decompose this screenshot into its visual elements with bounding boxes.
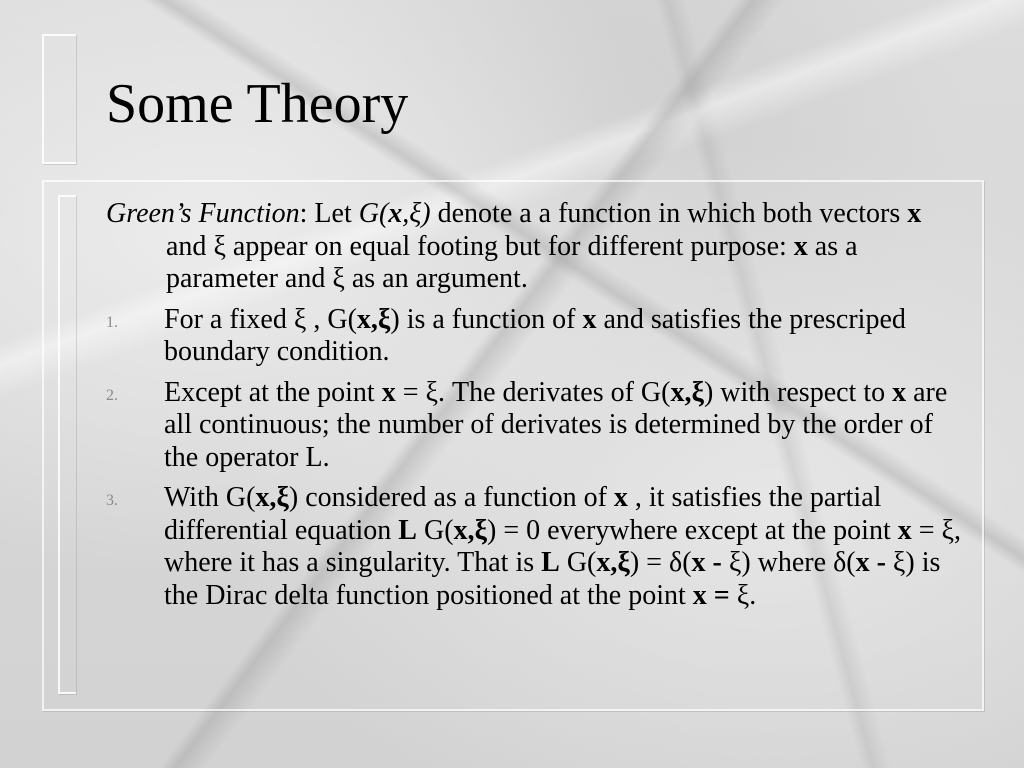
item-text: .	[749, 579, 757, 611]
vector-x-xi: x,ξ	[356, 303, 391, 335]
item-text: (	[846, 547, 856, 578]
item-text: G(	[559, 547, 597, 578]
symbol-xi: ξ	[736, 579, 750, 611]
vector-x: x	[793, 230, 808, 262]
slide-body	[106, 198, 966, 620]
list-number: 1.	[106, 313, 118, 331]
item-text: =	[395, 376, 426, 408]
list-number: 2.	[106, 386, 118, 404]
symbol-xi: ξ	[332, 263, 345, 294]
operator-l: L	[398, 514, 417, 546]
operator-l: L	[541, 547, 560, 578]
vector-x-xi: x,ξ	[596, 547, 630, 578]
vector-x: x	[381, 376, 396, 408]
vector-x: x	[907, 198, 922, 229]
list-item	[106, 304, 966, 369]
content-bracket-decoration	[58, 195, 76, 694]
symbol-delta: δ	[833, 547, 847, 578]
item-text: For a fixed	[164, 303, 294, 335]
list-item	[106, 377, 966, 475]
vector-x: x	[582, 303, 597, 335]
item-text: ) =	[629, 547, 669, 578]
symbol-xi: ξ	[425, 376, 438, 408]
item-text: ) with respect to	[703, 376, 893, 408]
vector-x-xi: x,ξ	[453, 514, 487, 546]
item-text: ) is a function of	[390, 303, 583, 335]
vector-x: x	[897, 514, 912, 546]
symbol-xi: ξ	[941, 514, 955, 546]
symbol-xi: ξ	[213, 230, 226, 262]
vector-x-minus: x -	[691, 547, 722, 578]
item-text: are all continuous; the number of derivates is determined by the order of the operator L.	[164, 376, 948, 473]
item-text: With G(	[164, 482, 256, 513]
intro-g-x: x	[388, 198, 403, 229]
vector-x: x	[892, 376, 907, 408]
vector-x: x	[613, 482, 628, 513]
item-text: ξ) where	[721, 547, 834, 578]
symbol-xi: ξ	[293, 303, 307, 335]
intro-g-close: )	[421, 198, 431, 229]
intro-paragraph	[106, 198, 966, 296]
item-text: and satisfies the prescriped boundary condition.	[164, 303, 906, 367]
vector-x-xi: x,ξ	[670, 376, 704, 408]
intro-g-xi: ξ	[409, 198, 422, 229]
list-item	[106, 482, 966, 612]
item-text: ) considered as a function of	[288, 482, 614, 513]
item-text: Except at the point	[164, 376, 382, 408]
intro-text: : Let	[299, 198, 359, 229]
item-text: =	[911, 514, 942, 546]
list-number: 3.	[106, 492, 118, 509]
intro-text: as an argument.	[344, 263, 528, 294]
item-text: . The derivates of G(	[438, 376, 671, 408]
item-text: , where it has a singularity. That is	[164, 514, 962, 578]
slide-title: Some Theory	[106, 73, 409, 135]
item-text: G(	[416, 514, 454, 546]
intro-text: appear on equal footing but for different purpose:	[225, 230, 794, 262]
item-text: , it satisfies the partial differential equation	[164, 482, 882, 546]
intro-text: denote a a function in which both vectors	[430, 198, 908, 229]
symbol-delta: δ	[668, 547, 683, 578]
title-bracket-decoration	[42, 34, 76, 164]
vector-x-equals: x =	[692, 579, 737, 611]
intro-g-comma: ,	[402, 198, 410, 229]
intro-g-open: G(	[358, 198, 389, 229]
intro-text: as a parameter and	[166, 230, 858, 294]
item-text: (	[682, 547, 692, 578]
intro-text: and	[166, 230, 214, 262]
term-greens-function: Green’s Function	[106, 198, 300, 229]
item-text: , G(	[306, 303, 357, 335]
vector-x-xi: x,ξ	[255, 482, 289, 513]
vector-x-minus: x -	[855, 547, 886, 578]
item-text: ξ) is the Dirac delta function positioned at the point	[164, 547, 941, 611]
item-text: ) = 0 everywhere except at the point	[487, 514, 898, 546]
